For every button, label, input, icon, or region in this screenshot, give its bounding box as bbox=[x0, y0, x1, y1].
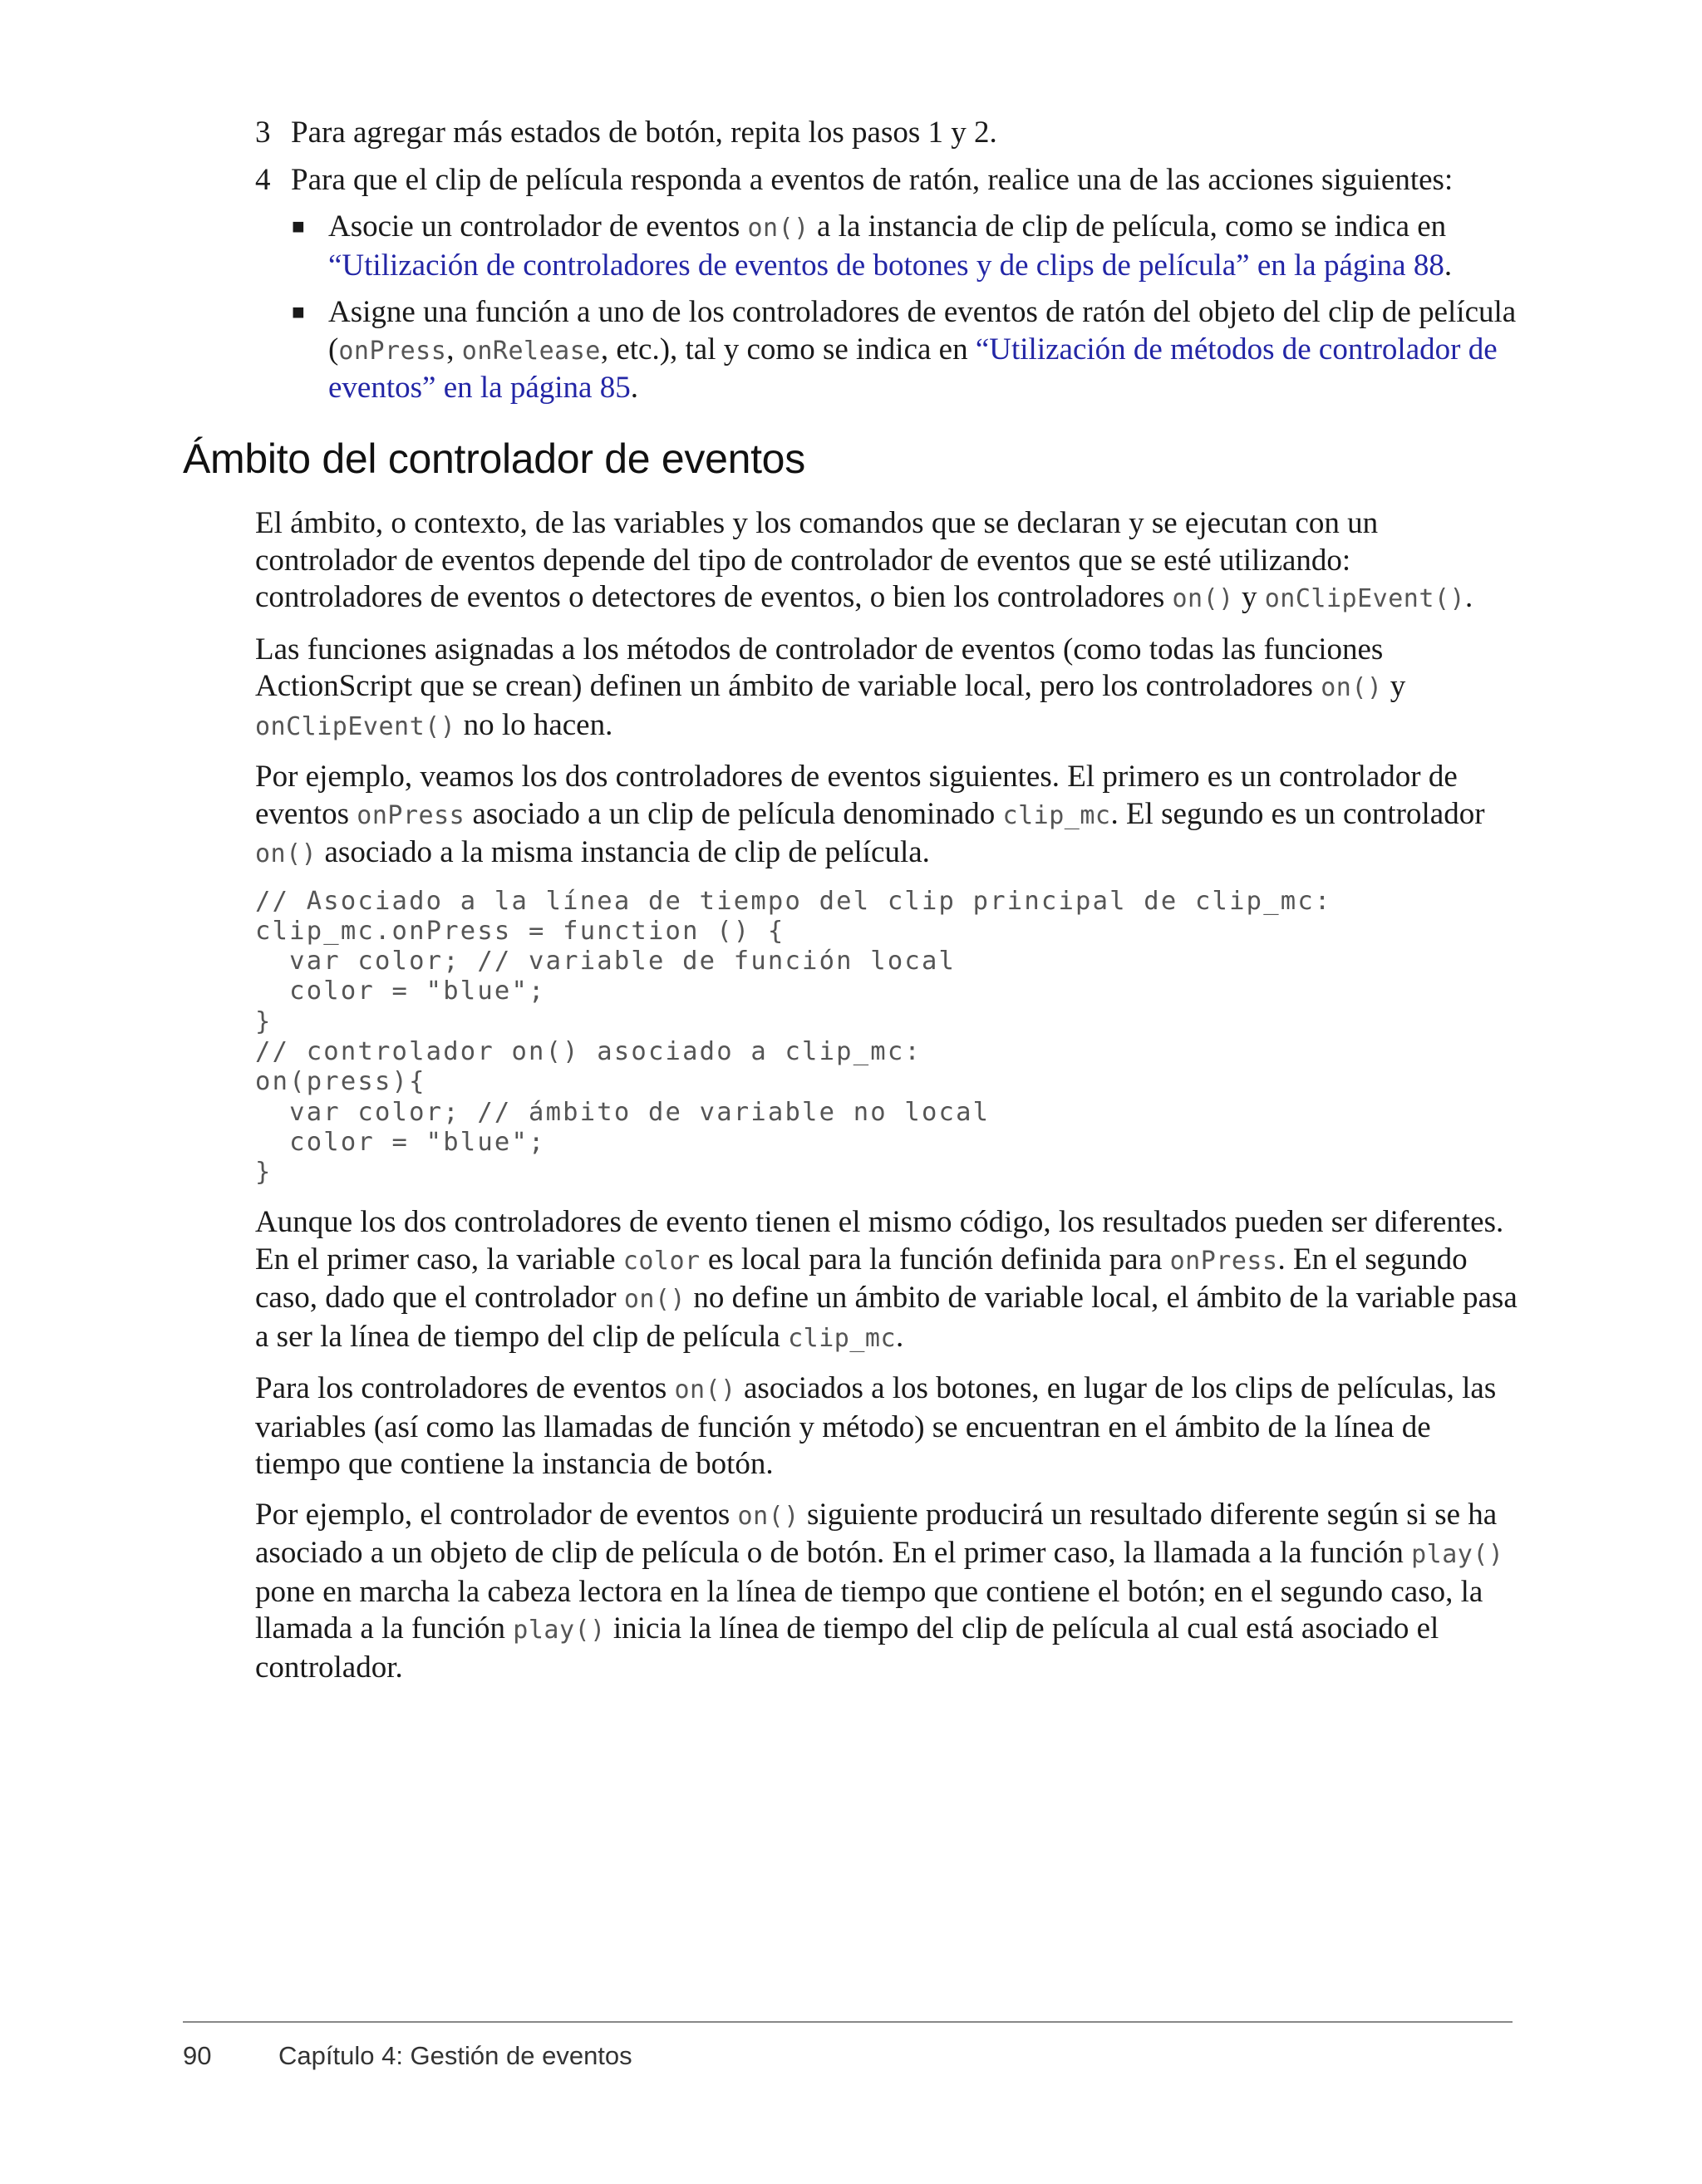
text-run: . bbox=[896, 1319, 904, 1354]
text-run: El ámbito, o contexto, de las variables y los comandos que se declaran y se ejecutan con un controlador de eventos depende del tipo de controlador de eventos que se esté utilizando: controladores de eventos o detectores de eventos, o bien los controladores bbox=[255, 506, 1379, 614]
footer-divider bbox=[183, 2021, 1513, 2023]
code-line: var color; // ámbito de variable no local bbox=[255, 1097, 991, 1127]
step-4 bbox=[255, 162, 1518, 199]
inline-code: onPress bbox=[357, 800, 465, 830]
text-run: . bbox=[630, 371, 638, 405]
text-run: asociado a un clip de película denominado bbox=[465, 796, 1003, 831]
square-bullet-icon: ■ bbox=[292, 300, 305, 324]
text-run: Por ejemplo, veamos los dos controladores de eventos siguientes. El primero es un controlador de eventos bbox=[255, 760, 1458, 831]
code-line: } bbox=[255, 1158, 273, 1188]
step-text: Para que el clip de película responda a eventos de ratón, realice una de las acciones siguientes: bbox=[291, 162, 1454, 197]
inline-code: color bbox=[622, 1246, 701, 1276]
inline-code: onClipEvent() bbox=[255, 711, 456, 741]
code-line: } bbox=[255, 1006, 273, 1036]
text-run: Por ejemplo, el controlador de eventos bbox=[255, 1497, 738, 1532]
text-run: asociados a los botones, en lugar de los clips de películas, las variables (así como las llamadas de función y método) se encuentran en el ámbito de la línea de tiempo que contiene la instancia de botón. bbox=[255, 1371, 1497, 1482]
text-run: . El segundo es un controlador bbox=[1110, 796, 1485, 831]
inline-code: on() bbox=[623, 1285, 686, 1315]
text-run: Las funciones asignadas a los métodos de controlador de eventos (como todas las funciones ActionScript que se crean) definen un ámbito de variable local, pero los controladores bbox=[255, 632, 1384, 703]
inline-code: on() bbox=[1321, 673, 1383, 702]
bullet-item-2 bbox=[255, 294, 1518, 407]
inline-code: onRelease bbox=[461, 336, 601, 366]
code-line: on(press){ bbox=[255, 1067, 426, 1097]
text-run: inicia la línea de tiempo del clip de película al cual está asociado el controlador. bbox=[255, 1611, 1439, 1685]
text-run: y bbox=[1233, 580, 1265, 614]
chapter-title: Capítulo 4: Gestión de eventos bbox=[278, 2041, 632, 2070]
section-heading: Ámbito del controlador de eventos bbox=[183, 435, 805, 482]
text-run: Aunque los dos controladores de evento tienen el mismo código, los resultados pueden ser diferentes. En el primer caso, la variable bbox=[255, 1205, 1504, 1276]
step-text: Para agregar más estados de botón, repita los pasos 1 y 2. bbox=[291, 116, 997, 150]
text-run: Asigne una función a uno de los controladores de eventos de ratón del objeto del clip de película ( bbox=[328, 295, 1517, 366]
text-run: a la instancia de clip de película, como se indica en bbox=[809, 209, 1447, 243]
paragraph-5 bbox=[255, 1370, 1518, 1483]
inline-code: on() bbox=[255, 839, 317, 868]
text-run: Asocie un controlador de eventos bbox=[328, 209, 748, 243]
page-number: 90 bbox=[183, 2041, 212, 2070]
code-line: color = "blue"; bbox=[255, 976, 546, 1006]
inline-code: play() bbox=[1411, 1540, 1504, 1570]
code-line: // Asociado a la línea de tiempo del clip principal de clip_mc: bbox=[255, 886, 1332, 916]
code-block bbox=[255, 887, 1518, 1188]
step-number: 3 bbox=[255, 116, 271, 150]
paragraph-2 bbox=[255, 632, 1518, 746]
inline-code: clip_mc bbox=[1002, 800, 1111, 830]
inline-code: on() bbox=[1172, 584, 1234, 613]
code-line: // controlador on() asociado a clip_mc: bbox=[255, 1036, 922, 1066]
text-run: no lo hacen. bbox=[455, 707, 613, 742]
paragraph-4 bbox=[255, 1204, 1518, 1357]
square-bullet-icon: ■ bbox=[292, 214, 305, 239]
inline-code: onClipEvent() bbox=[1264, 584, 1466, 613]
text-run: y bbox=[1382, 669, 1406, 703]
text-run: es local para la función definida para bbox=[700, 1242, 1170, 1276]
text-run: asociado a la misma instancia de clip de película. bbox=[317, 835, 930, 869]
text-run: pone en marcha la cabeza lectora en la línea de tiempo que contiene el botón; en el segundo caso, la llamada a la función bbox=[255, 1574, 1483, 1646]
step-3 bbox=[255, 115, 1518, 152]
section-body bbox=[255, 505, 1518, 1699]
text-run: . En el segundo caso, dado que el controlador bbox=[255, 1242, 1468, 1316]
cross-reference-link[interactable]: “Utilización de métodos de controlador de eventos” en la página 85 bbox=[328, 332, 1498, 405]
paragraph-6 bbox=[255, 1497, 1518, 1687]
cross-reference-link[interactable]: “Utilización de controladores de eventos de botones y de clips de película” en la página 88 bbox=[328, 248, 1444, 283]
inline-code: onPress bbox=[338, 336, 447, 366]
text-run: . bbox=[1465, 580, 1473, 614]
code-line: clip_mc.onPress = function () { bbox=[255, 916, 785, 946]
inline-code: on() bbox=[747, 214, 809, 243]
text-run: , etc.), tal y como se indica en bbox=[600, 332, 976, 366]
inline-code: clip_mc bbox=[788, 1323, 897, 1353]
inline-code: on() bbox=[674, 1375, 736, 1405]
text-run: , bbox=[446, 332, 462, 366]
paragraph-1 bbox=[255, 505, 1518, 618]
inline-code: onPress bbox=[1169, 1246, 1278, 1276]
text-run: no define un ámbito de variable local, el ámbito de la variable pasa a ser la línea de tiempo del clip de película bbox=[255, 1281, 1518, 1354]
step-number: 4 bbox=[255, 162, 271, 197]
code-line: var color; // variable de función local bbox=[255, 947, 957, 976]
text-run: siguiente producirá un resultado diferente según si se ha asociado a un objeto de clip de película o de botón. En el primer caso, la llamada a la función bbox=[255, 1497, 1498, 1571]
steps-list bbox=[255, 115, 1518, 417]
paragraph-3 bbox=[255, 759, 1518, 873]
code-line: color = "blue"; bbox=[255, 1127, 546, 1157]
inline-code: on() bbox=[737, 1501, 799, 1531]
text-run: . bbox=[1444, 248, 1453, 283]
inline-code: play() bbox=[513, 1616, 606, 1645]
text-run: Para los controladores de eventos bbox=[255, 1371, 675, 1406]
bullet-item-1 bbox=[255, 209, 1518, 284]
